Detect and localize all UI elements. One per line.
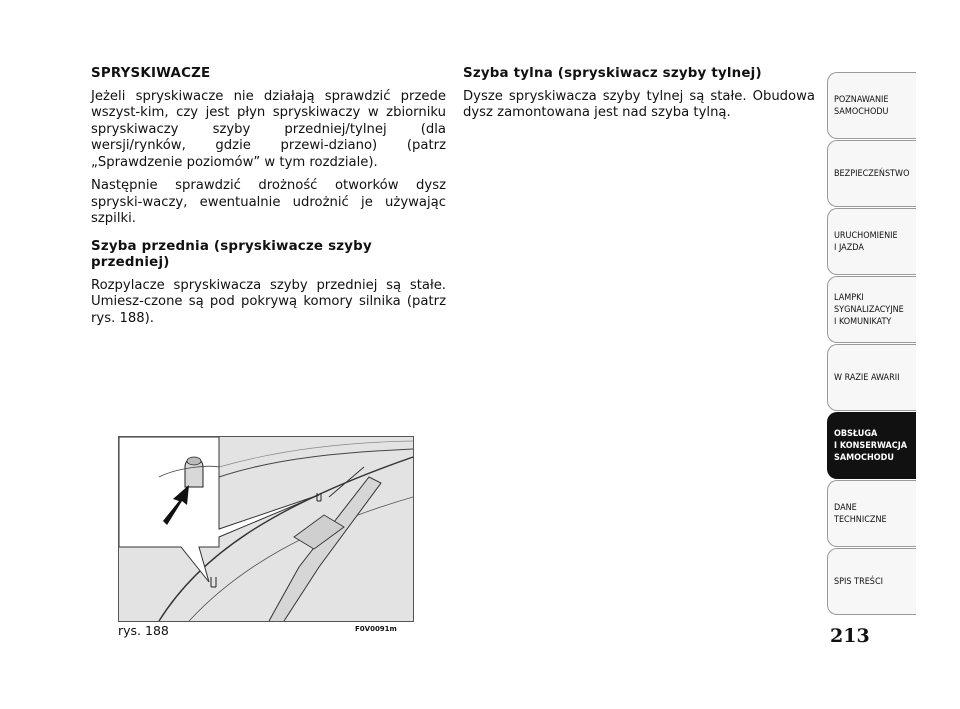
tab-poznawanie-samochodu[interactable]: POZNAWANIE SAMOCHODU — [827, 72, 916, 139]
tab-uruchomienie-i-jazda[interactable]: URUCHOMIENIE I JAZDA — [827, 208, 916, 275]
paragraph-washer-check: Jeżeli spryskiwacze nie działają sprawdzić przede wszyst-kim, czy jest płyn spryskiwaczy w zbiorniku spryskiwaczy szyby przedniej/tylnej (dla wersji/rynków, gdzie przewi-dziano) (patrz „Sprawdzenie poziomów” w tym rozdziale). — [91, 88, 446, 170]
tab-lampki-sygnalizacyjne[interactable]: LAMPKI SYGNALIZACYJNE I KOMUNIKATY — [827, 276, 916, 343]
washer-nozzle-drawing — [119, 437, 413, 621]
figure-code: F0V0091m — [355, 625, 397, 633]
paragraph-nozzle-clean: Następnie sprawdzić drożność otworków dysz spryski-waczy, ewentualnie udrożnić je używając szpilki. — [91, 178, 446, 226]
subheading-rear-window: Szyba tylna (spryskiwacz szyby tylnej) — [463, 66, 762, 81]
figure-188-illustration — [118, 436, 414, 622]
section-heading-washers: SPRYSKIWACZE — [91, 66, 211, 81]
figure-caption: rys. 188 — [118, 623, 169, 638]
paragraph-rear-nozzles: Dysze spryskiwacza szyby tylnej są stałe. Obudowa dysz zamontowana jest nad szyba tylną. — [463, 88, 815, 120]
tab-spis-tresci[interactable]: SPIS TREŚCI — [827, 548, 916, 615]
tab-bezpieczenstwo[interactable]: BEZPIECZEŃSTWO — [827, 140, 916, 207]
tab-w-razie-awarii[interactable]: W RAZIE AWARII — [827, 344, 916, 411]
chapter-tabs — [827, 72, 916, 616]
right-column — [463, 66, 815, 129]
tab-dane-techniczne[interactable]: DANE TECHNICZNE — [827, 480, 916, 547]
tab-obsluga-i-konserwacja[interactable]: OBSŁUGA I KONSERWACJA SAMOCHODU — [827, 412, 916, 479]
paragraph-front-nozzles: Rozpylacze spryskiwacza szyby przedniej są stałe. Umiesz-czone są pod pokrywą komory silnika (patrz rys. 188). — [91, 277, 446, 326]
page-number: 213 — [830, 625, 870, 647]
subheading-front-windscreen: Szyba przednia (spryskiwacze szyby przedniej) — [91, 238, 372, 270]
left-column — [91, 66, 446, 334]
